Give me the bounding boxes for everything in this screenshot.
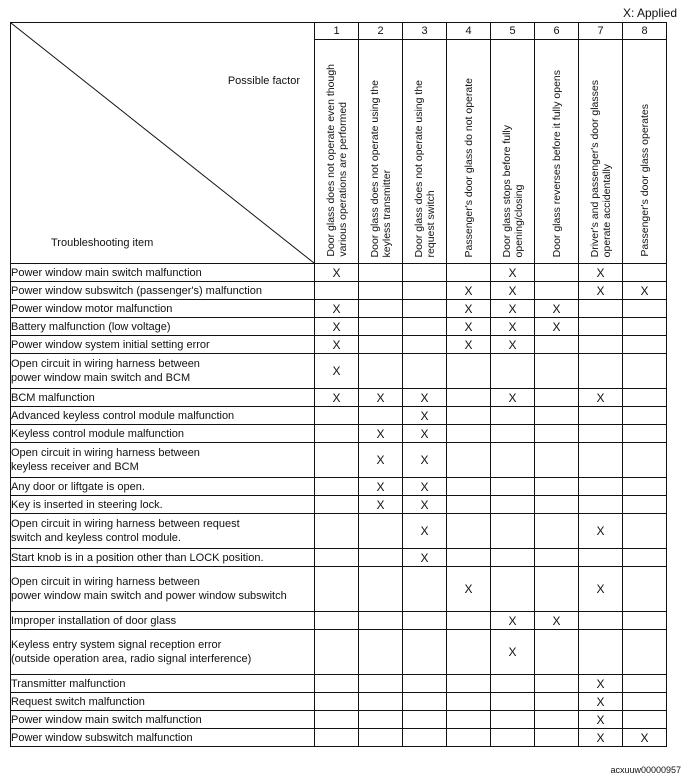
applied-mark: X <box>447 336 491 354</box>
applied-mark: X <box>359 443 403 478</box>
applied-mark <box>535 264 579 282</box>
applied-mark <box>535 514 579 549</box>
applied-mark <box>315 630 359 675</box>
applied-mark <box>623 318 667 336</box>
column-number: 5 <box>491 23 535 40</box>
applied-mark <box>315 612 359 630</box>
applied-mark: X <box>491 630 535 675</box>
applied-mark <box>579 300 623 318</box>
applied-mark <box>315 407 359 425</box>
applied-mark <box>447 389 491 407</box>
matrix-body <box>11 264 667 747</box>
applied-mark <box>535 425 579 443</box>
applied-mark <box>359 354 403 389</box>
applied-mark: X <box>315 354 359 389</box>
table-row <box>11 407 667 425</box>
applied-mark: X <box>315 389 359 407</box>
column-number-row <box>11 23 667 40</box>
applied-mark <box>315 443 359 478</box>
column-header-8 <box>623 40 667 264</box>
applied-mark: X <box>579 514 623 549</box>
applied-mark <box>535 407 579 425</box>
table-row <box>11 496 667 514</box>
applied-mark <box>535 478 579 496</box>
applied-mark <box>623 693 667 711</box>
applied-mark <box>535 693 579 711</box>
applied-mark <box>359 407 403 425</box>
applied-mark: X <box>403 443 447 478</box>
table-row <box>11 336 667 354</box>
applied-mark: X <box>491 336 535 354</box>
applied-mark <box>623 514 667 549</box>
applied-mark: X <box>491 389 535 407</box>
applied-mark <box>359 729 403 747</box>
applied-mark <box>579 318 623 336</box>
troubleshooting-item: Power window motor malfunction <box>11 300 315 318</box>
troubleshooting-item: Open circuit in wiring harness between request switch and keyless control module. <box>11 514 315 549</box>
applied-mark <box>403 567 447 612</box>
applied-mark <box>403 282 447 300</box>
applied-mark <box>623 336 667 354</box>
applied-mark: X <box>579 711 623 729</box>
applied-mark <box>403 318 447 336</box>
column-label: Passenger's door glass do not operate <box>462 77 475 257</box>
applied-mark: X <box>447 318 491 336</box>
applied-mark: X <box>623 729 667 747</box>
applied-mark <box>315 693 359 711</box>
troubleshooting-item: Power window main switch malfunction <box>11 264 315 282</box>
column-label: Door glass does not operate even though various operations are performed <box>324 64 349 257</box>
column-number: 8 <box>623 23 667 40</box>
applied-mark <box>447 630 491 675</box>
applied-mark <box>359 300 403 318</box>
applied-mark <box>491 693 535 711</box>
applied-mark <box>403 300 447 318</box>
legend: X: Applied <box>622 6 677 20</box>
applied-mark: X <box>403 425 447 443</box>
applied-mark: X <box>359 389 403 407</box>
applied-mark <box>579 336 623 354</box>
applied-mark <box>579 478 623 496</box>
figure-code: acxuuw00000957 <box>610 765 681 775</box>
applied-mark <box>491 711 535 729</box>
applied-mark <box>491 425 535 443</box>
applied-mark: X <box>491 318 535 336</box>
applied-mark <box>535 389 579 407</box>
applied-mark <box>535 549 579 567</box>
table-row <box>11 549 667 567</box>
applied-mark <box>447 514 491 549</box>
column-header-3 <box>403 40 447 264</box>
troubleshooting-item: Keyless entry system signal reception error (outside operation area, radio signal interference) <box>11 630 315 675</box>
applied-mark <box>447 675 491 693</box>
column-number: 4 <box>447 23 491 40</box>
applied-mark <box>491 549 535 567</box>
applied-mark <box>535 496 579 514</box>
applied-mark <box>491 496 535 514</box>
troubleshooting-item: Power window main switch malfunction <box>11 711 315 729</box>
table-row <box>11 425 667 443</box>
applied-mark: X <box>403 478 447 496</box>
column-header-1 <box>315 40 359 264</box>
applied-mark <box>491 443 535 478</box>
applied-mark: X <box>359 425 403 443</box>
table-row <box>11 318 667 336</box>
applied-mark <box>535 630 579 675</box>
applied-mark <box>403 711 447 729</box>
applied-mark: X <box>579 675 623 693</box>
applied-mark <box>359 612 403 630</box>
header-diagonal-cell <box>11 23 315 264</box>
troubleshooting-item: Start knob is in a position other than LOCK position. <box>11 549 315 567</box>
applied-mark: X <box>623 282 667 300</box>
troubleshooting-item: Key is inserted in steering lock. <box>11 496 315 514</box>
column-label: Driver's and passenger's door glasses operate accidentally <box>588 79 613 257</box>
applied-mark <box>535 443 579 478</box>
applied-mark <box>579 443 623 478</box>
applied-mark <box>535 282 579 300</box>
applied-mark <box>623 425 667 443</box>
table-row <box>11 693 667 711</box>
column-number: 6 <box>535 23 579 40</box>
applied-mark <box>315 711 359 729</box>
column-label: Passenger's door glass operates <box>638 104 651 257</box>
applied-mark <box>447 264 491 282</box>
applied-mark: X <box>315 300 359 318</box>
applied-mark <box>491 478 535 496</box>
applied-mark <box>447 496 491 514</box>
applied-mark <box>447 443 491 478</box>
applied-mark <box>447 711 491 729</box>
applied-mark <box>535 729 579 747</box>
table-row <box>11 711 667 729</box>
applied-mark: X <box>491 264 535 282</box>
column-number: 7 <box>579 23 623 40</box>
applied-mark <box>623 389 667 407</box>
applied-mark: X <box>403 549 447 567</box>
applied-mark <box>623 630 667 675</box>
applied-mark <box>359 675 403 693</box>
applied-mark: X <box>315 264 359 282</box>
table-row <box>11 264 667 282</box>
troubleshooting-item: Any door or liftgate is open. <box>11 478 315 496</box>
applied-mark <box>579 630 623 675</box>
applied-mark: X <box>447 567 491 612</box>
applied-mark <box>403 264 447 282</box>
applied-mark <box>359 264 403 282</box>
applied-mark <box>403 693 447 711</box>
applied-mark: X <box>447 300 491 318</box>
applied-mark: X <box>491 612 535 630</box>
applied-mark <box>359 282 403 300</box>
applied-mark: X <box>579 729 623 747</box>
table-row <box>11 354 667 389</box>
applied-mark <box>535 711 579 729</box>
applied-mark <box>447 729 491 747</box>
applied-mark: X <box>535 300 579 318</box>
applied-mark: X <box>359 478 403 496</box>
table-row <box>11 478 667 496</box>
column-label: Door glass stops before fully opening/closing <box>500 124 525 257</box>
troubleshooting-item: Improper installation of door glass <box>11 612 315 630</box>
table-row <box>11 389 667 407</box>
applied-mark <box>359 567 403 612</box>
column-number: 1 <box>315 23 359 40</box>
troubleshooting-item: Power window subswitch malfunction <box>11 729 315 747</box>
applied-mark: X <box>579 567 623 612</box>
column-number: 3 <box>403 23 447 40</box>
applied-mark <box>315 282 359 300</box>
troubleshooting-item: Power window subswitch (passenger's) malfunction <box>11 282 315 300</box>
applied-mark <box>623 354 667 389</box>
applied-mark <box>359 336 403 354</box>
column-header-6 <box>535 40 579 264</box>
applied-mark <box>623 612 667 630</box>
applied-mark <box>359 514 403 549</box>
applied-mark <box>315 478 359 496</box>
applied-mark <box>447 549 491 567</box>
applied-mark <box>491 514 535 549</box>
troubleshooting-matrix <box>10 22 667 747</box>
applied-mark <box>315 496 359 514</box>
applied-mark <box>491 567 535 612</box>
applied-mark <box>579 496 623 514</box>
applied-mark <box>491 407 535 425</box>
applied-mark <box>315 675 359 693</box>
applied-mark <box>535 336 579 354</box>
troubleshooting-item: Transmitter malfunction <box>11 675 315 693</box>
applied-mark <box>579 549 623 567</box>
troubleshooting-item: Battery malfunction (low voltage) <box>11 318 315 336</box>
applied-mark <box>623 478 667 496</box>
column-number: 2 <box>359 23 403 40</box>
applied-mark <box>403 729 447 747</box>
diagonal-line <box>11 23 314 263</box>
applied-mark <box>359 711 403 729</box>
possible-factor-label: Possible factor <box>227 75 300 87</box>
applied-mark <box>623 549 667 567</box>
applied-mark: X <box>535 612 579 630</box>
applied-mark: X <box>491 300 535 318</box>
applied-mark <box>623 567 667 612</box>
applied-mark: X <box>447 282 491 300</box>
applied-mark <box>579 354 623 389</box>
applied-mark: X <box>579 282 623 300</box>
column-header-4 <box>447 40 491 264</box>
applied-mark: X <box>579 264 623 282</box>
applied-mark <box>623 711 667 729</box>
column-label: Door glass reverses before it fully opens <box>550 69 563 257</box>
table-row <box>11 443 667 478</box>
table-row <box>11 300 667 318</box>
applied-mark <box>579 425 623 443</box>
applied-mark <box>315 567 359 612</box>
applied-mark <box>623 443 667 478</box>
applied-mark: X <box>491 282 535 300</box>
table-row <box>11 282 667 300</box>
table-row <box>11 612 667 630</box>
applied-mark <box>315 514 359 549</box>
applied-mark <box>535 567 579 612</box>
applied-mark <box>579 612 623 630</box>
applied-mark <box>623 264 667 282</box>
applied-mark: X <box>579 389 623 407</box>
applied-mark <box>579 407 623 425</box>
troubleshooting-item: Open circuit in wiring harness between power window main switch and BCM <box>11 354 315 389</box>
applied-mark <box>623 675 667 693</box>
applied-mark <box>315 549 359 567</box>
column-label: Door glass does not operate using the keyless transmitter <box>368 79 393 257</box>
column-label: Door glass does not operate using the request switch <box>412 79 437 257</box>
table-row <box>11 630 667 675</box>
applied-mark <box>491 729 535 747</box>
applied-mark <box>447 425 491 443</box>
applied-mark: X <box>403 407 447 425</box>
applied-mark: X <box>403 389 447 407</box>
applied-mark <box>359 630 403 675</box>
applied-mark <box>447 478 491 496</box>
applied-mark <box>447 693 491 711</box>
applied-mark <box>403 612 447 630</box>
applied-mark <box>315 729 359 747</box>
applied-mark <box>359 549 403 567</box>
troubleshooting-item: Open circuit in wiring harness between keyless receiver and BCM <box>11 443 315 478</box>
column-header-5 <box>491 40 535 264</box>
applied-mark <box>491 675 535 693</box>
applied-mark <box>403 675 447 693</box>
applied-mark <box>623 496 667 514</box>
applied-mark <box>403 354 447 389</box>
troubleshooting-item-label: Troubleshooting item <box>51 237 154 249</box>
table-row <box>11 514 667 549</box>
applied-mark: X <box>315 336 359 354</box>
applied-mark <box>535 675 579 693</box>
applied-mark <box>447 354 491 389</box>
applied-mark <box>359 693 403 711</box>
applied-mark: X <box>535 318 579 336</box>
applied-mark <box>447 612 491 630</box>
table-row <box>11 567 667 612</box>
applied-mark <box>403 336 447 354</box>
column-header-2 <box>359 40 403 264</box>
applied-mark: X <box>359 496 403 514</box>
applied-mark <box>535 354 579 389</box>
applied-mark: X <box>315 318 359 336</box>
troubleshooting-item: Open circuit in wiring harness between power window main switch and power window subswitch <box>11 567 315 612</box>
applied-mark <box>623 407 667 425</box>
troubleshooting-item: BCM malfunction <box>11 389 315 407</box>
table-row <box>11 675 667 693</box>
troubleshooting-item: Advanced keyless control module malfunction <box>11 407 315 425</box>
troubleshooting-item: Request switch malfunction <box>11 693 315 711</box>
applied-mark: X <box>403 496 447 514</box>
applied-mark: X <box>403 514 447 549</box>
applied-mark <box>491 354 535 389</box>
applied-mark: X <box>579 693 623 711</box>
troubleshooting-item: Keyless control module malfunction <box>11 425 315 443</box>
applied-mark <box>315 425 359 443</box>
column-header-7 <box>579 40 623 264</box>
applied-mark <box>623 300 667 318</box>
applied-mark <box>447 407 491 425</box>
applied-mark <box>403 630 447 675</box>
applied-mark <box>359 318 403 336</box>
troubleshooting-item: Power window system initial setting error <box>11 336 315 354</box>
table-row <box>11 729 667 747</box>
